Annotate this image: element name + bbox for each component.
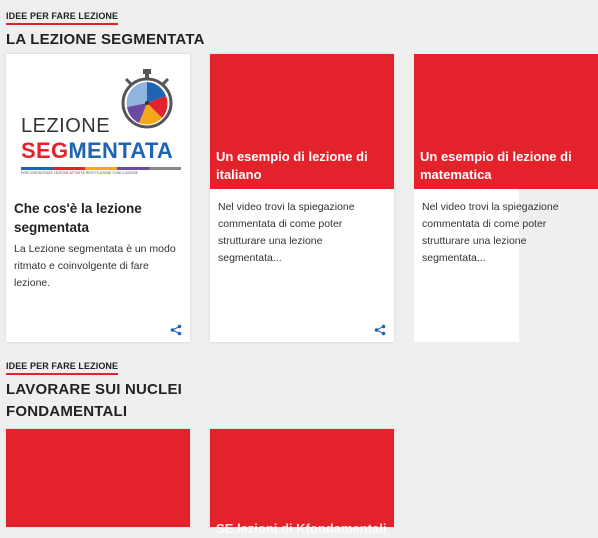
card-red-media[interactable]	[210, 54, 394, 189]
section-lezione-segmentata	[6, 6, 519, 51]
card-nuclei-2[interactable]	[210, 429, 394, 536]
section-title-line1[interactable]: LAVORARE SUI NUCLEI	[6, 381, 183, 398]
card-body	[414, 189, 598, 267]
card-media-title[interactable]: Un esempio di lezione di matematica	[420, 149, 572, 182]
card-media-title[interactable]: Un esempio di lezione di italiano	[216, 149, 368, 182]
logo-word-segmentata	[21, 138, 173, 164]
card-media-title-partial[interactable]: SE lezioni di Kfondamentali	[216, 521, 387, 536]
card-description: La Lezione segmentata è un modo ritmato e coinvolgente di fare lezione.	[14, 243, 176, 289]
card-logo-image[interactable]	[6, 54, 190, 189]
logo-word-lezione: LEZIONE	[21, 114, 111, 137]
section-kicker: IDEE PER FARE LEZIONE	[6, 11, 118, 25]
section-kicker: IDEE PER FARE LEZIONE	[6, 361, 118, 375]
section-title-line2[interactable]: FONDAMENTALI	[6, 403, 128, 420]
card-body	[6, 189, 190, 292]
logo-word-seg: SEG	[21, 137, 69, 163]
share-icon[interactable]	[374, 324, 386, 336]
card-nuclei-1[interactable]	[6, 429, 190, 527]
card-red-media[interactable]	[414, 54, 598, 189]
share-icon[interactable]	[170, 324, 182, 336]
card-description: Nel video trovi la spiegazione commentata di come poter strutturare una lezione segmentata...	[218, 201, 355, 264]
logo-color-bar	[21, 167, 181, 170]
card-red-media[interactable]	[210, 429, 394, 536]
card-body	[210, 189, 394, 267]
card-esempio-matematica[interactable]	[414, 54, 572, 342]
section-nuclei-fondamentali	[6, 356, 519, 423]
logo-bar-labels: PRECONOSCENZE LEZIONE ATTIVITÀ RESTITUZIONE CONCLUSIONE	[21, 170, 139, 175]
lezione-segmentata-logo	[13, 67, 183, 177]
section-title[interactable]: LA LEZIONE SEGMENTATA	[6, 31, 205, 48]
card-esempio-italiano[interactable]	[210, 54, 394, 342]
stopwatch-icon	[117, 69, 177, 129]
card-red-media[interactable]	[6, 429, 190, 527]
card-description: Nel video trovi la spiegazione commentata di come poter strutturare una lezione segmentata...	[422, 201, 559, 264]
logo-word-mentata: MENTATA	[68, 137, 174, 163]
card-che-cose-lezione-segmentata[interactable]	[6, 54, 190, 342]
card-heading[interactable]: Che cos'è la lezione segmentata	[14, 201, 142, 235]
